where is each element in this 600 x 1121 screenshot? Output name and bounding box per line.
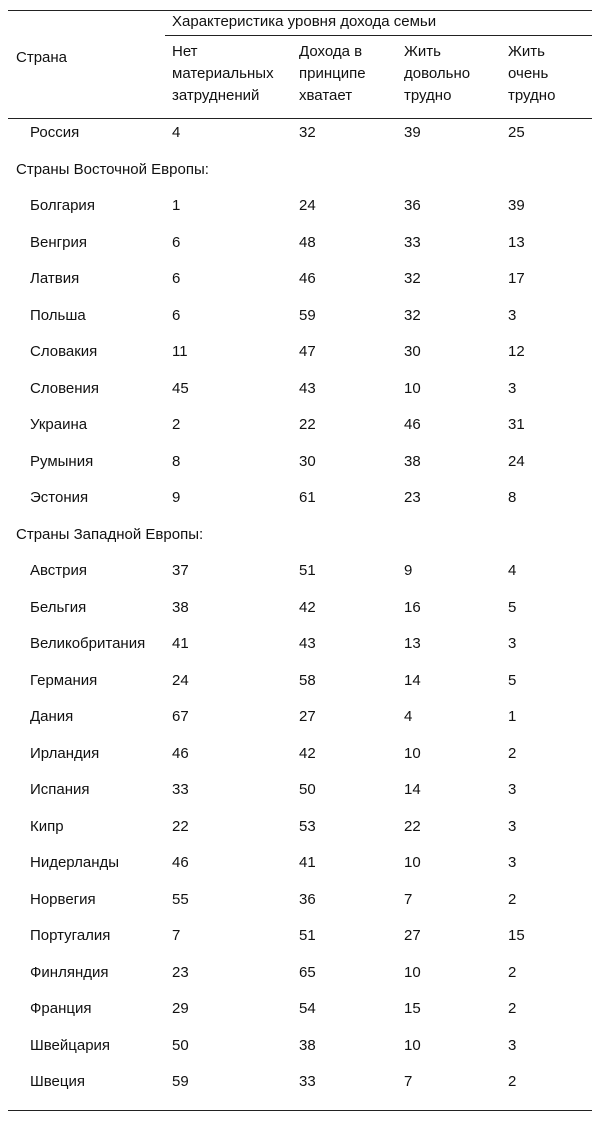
value-very-hard: 3: [508, 818, 517, 835]
section-label: Страны Западной Европы:: [16, 526, 204, 543]
value-no-difficulties: 45: [172, 380, 189, 397]
value-rather-hard: 32: [404, 270, 421, 287]
value-no-difficulties: 9: [172, 489, 181, 506]
value-income-enough: 32: [299, 124, 316, 141]
value-income-enough: 42: [299, 745, 316, 762]
value-very-hard: 15: [508, 927, 525, 944]
value-very-hard: 5: [508, 672, 517, 689]
country-name: Россия: [30, 124, 80, 141]
value-rather-hard: 23: [404, 489, 421, 506]
value-income-enough: 42: [299, 599, 316, 616]
country-name: Украина: [30, 416, 88, 433]
value-income-enough: 24: [299, 197, 316, 214]
column-header-very-hard: Жить очень трудно: [508, 43, 556, 104]
value-rather-hard: 7: [404, 1073, 413, 1090]
value-very-hard: 5: [508, 599, 517, 616]
value-rather-hard: 10: [404, 964, 421, 981]
country-name: Испания: [30, 781, 90, 798]
country-name: Румыния: [30, 453, 94, 470]
value-very-hard: 25: [508, 124, 525, 141]
value-no-difficulties: 2: [172, 416, 181, 433]
value-income-enough: 41: [299, 854, 316, 871]
value-no-difficulties: 11: [172, 343, 188, 360]
country-name: Словения: [30, 380, 100, 397]
group-header-rule: [165, 35, 592, 36]
value-income-enough: 38: [299, 1037, 316, 1054]
value-income-enough: 46: [299, 270, 316, 287]
value-no-difficulties: 55: [172, 891, 189, 908]
country-name: Польша: [30, 307, 86, 324]
value-income-enough: 53: [299, 818, 316, 835]
top-rule: [8, 10, 592, 11]
value-no-difficulties: 67: [172, 708, 189, 725]
country-name: Эстония: [30, 489, 89, 506]
value-rather-hard: 22: [404, 818, 421, 835]
value-income-enough: 61: [299, 489, 316, 506]
country-name: Ирландия: [30, 745, 100, 762]
value-no-difficulties: 38: [172, 599, 189, 616]
value-very-hard: 3: [508, 781, 517, 798]
value-no-difficulties: 22: [172, 818, 189, 835]
value-no-difficulties: 41: [172, 635, 189, 652]
value-rather-hard: 13: [404, 635, 421, 652]
value-no-difficulties: 24: [172, 672, 189, 689]
value-income-enough: 43: [299, 380, 316, 397]
value-rather-hard: 10: [404, 380, 421, 397]
value-income-enough: 48: [299, 234, 316, 251]
country-name: Великобритания: [30, 635, 146, 652]
value-income-enough: 36: [299, 891, 316, 908]
country-name: Дания: [30, 708, 74, 725]
value-no-difficulties: 59: [172, 1073, 189, 1090]
value-very-hard: 2: [508, 964, 517, 981]
value-very-hard: 3: [508, 1037, 517, 1054]
value-rather-hard: 32: [404, 307, 421, 324]
value-rather-hard: 14: [404, 672, 421, 689]
group-header: Характеристика уровня дохода семьи: [172, 13, 437, 30]
value-income-enough: 27: [299, 708, 316, 725]
value-no-difficulties: 29: [172, 1000, 189, 1017]
value-very-hard: 17: [508, 270, 525, 287]
country-name: Германия: [30, 672, 98, 689]
value-income-enough: 50: [299, 781, 316, 798]
value-rather-hard: 46: [404, 416, 421, 433]
country-name: Финляндия: [30, 964, 109, 981]
value-very-hard: 3: [508, 635, 517, 652]
country-name: Франция: [30, 1000, 92, 1017]
value-very-hard: 24: [508, 453, 525, 470]
value-rather-hard: 10: [404, 745, 421, 762]
country-name: Португалия: [30, 927, 111, 944]
country-name: Швейцария: [30, 1037, 111, 1054]
value-very-hard: 8: [508, 489, 517, 506]
value-very-hard: 39: [508, 197, 525, 214]
column-header-country: Страна: [16, 49, 68, 66]
value-income-enough: 30: [299, 453, 316, 470]
value-no-difficulties: 46: [172, 745, 189, 762]
value-income-enough: 43: [299, 635, 316, 652]
country-name: Болгария: [30, 197, 95, 214]
value-rather-hard: 33: [404, 234, 421, 251]
value-income-enough: 54: [299, 1000, 316, 1017]
country-name: Кипр: [30, 818, 64, 835]
value-no-difficulties: 6: [172, 234, 181, 251]
value-very-hard: 13: [508, 234, 525, 251]
country-name: Швеция: [30, 1073, 85, 1090]
value-no-difficulties: 23: [172, 964, 189, 981]
value-very-hard: 2: [508, 745, 517, 762]
value-income-enough: 33: [299, 1073, 316, 1090]
country-name: Норвегия: [30, 891, 96, 908]
value-income-enough: 22: [299, 416, 316, 433]
column-header-no-difficulties: Нет материальных затруднений: [172, 43, 274, 104]
value-very-hard: 12: [508, 343, 525, 360]
value-rather-hard: 4: [404, 708, 413, 725]
value-no-difficulties: 50: [172, 1037, 189, 1054]
value-no-difficulties: 46: [172, 854, 189, 871]
column-header-rather-hard: Жить довольно трудно: [404, 43, 471, 104]
bottom-rule: [8, 1110, 592, 1111]
value-very-hard: 3: [508, 380, 517, 397]
value-very-hard: 4: [508, 562, 517, 579]
value-rather-hard: 16: [404, 599, 421, 616]
value-no-difficulties: 1: [172, 197, 181, 214]
country-name: Венгрия: [30, 234, 87, 251]
value-very-hard: 1: [508, 708, 517, 725]
value-very-hard: 3: [508, 854, 517, 871]
country-name: Нидерланды: [30, 854, 120, 871]
header-rule: [8, 118, 592, 119]
country-name: Словакия: [30, 343, 98, 360]
value-income-enough: 59: [299, 307, 316, 324]
value-rather-hard: 15: [404, 1000, 421, 1017]
value-income-enough: 51: [299, 927, 316, 944]
value-rather-hard: 10: [404, 1037, 421, 1054]
value-very-hard: 2: [508, 1073, 517, 1090]
value-rather-hard: 39: [404, 124, 421, 141]
country-name: Латвия: [30, 270, 80, 287]
value-rather-hard: 7: [404, 891, 413, 908]
value-rather-hard: 10: [404, 854, 421, 871]
country-name: Бельгия: [30, 599, 87, 616]
value-no-difficulties: 7: [172, 927, 181, 944]
value-income-enough: 65: [299, 964, 316, 981]
section-label: Страны Восточной Европы:: [16, 161, 209, 178]
value-very-hard: 2: [508, 1000, 517, 1017]
column-header-income-enough: Дохода в принципе хватает: [299, 43, 366, 104]
value-no-difficulties: 8: [172, 453, 181, 470]
value-income-enough: 58: [299, 672, 316, 689]
value-very-hard: 3: [508, 307, 517, 324]
value-rather-hard: 30: [404, 343, 421, 360]
value-income-enough: 47: [299, 343, 316, 360]
value-rather-hard: 14: [404, 781, 421, 798]
country-name: Австрия: [30, 562, 88, 579]
value-income-enough: 51: [299, 562, 316, 579]
value-no-difficulties: 33: [172, 781, 189, 798]
value-very-hard: 2: [508, 891, 517, 908]
value-rather-hard: 27: [404, 927, 421, 944]
value-rather-hard: 9: [404, 562, 413, 579]
value-no-difficulties: 4: [172, 124, 181, 141]
value-rather-hard: 36: [404, 197, 421, 214]
value-no-difficulties: 6: [172, 307, 181, 324]
value-very-hard: 31: [508, 416, 525, 433]
value-rather-hard: 38: [404, 453, 421, 470]
value-no-difficulties: 37: [172, 562, 189, 579]
value-no-difficulties: 6: [172, 270, 181, 287]
